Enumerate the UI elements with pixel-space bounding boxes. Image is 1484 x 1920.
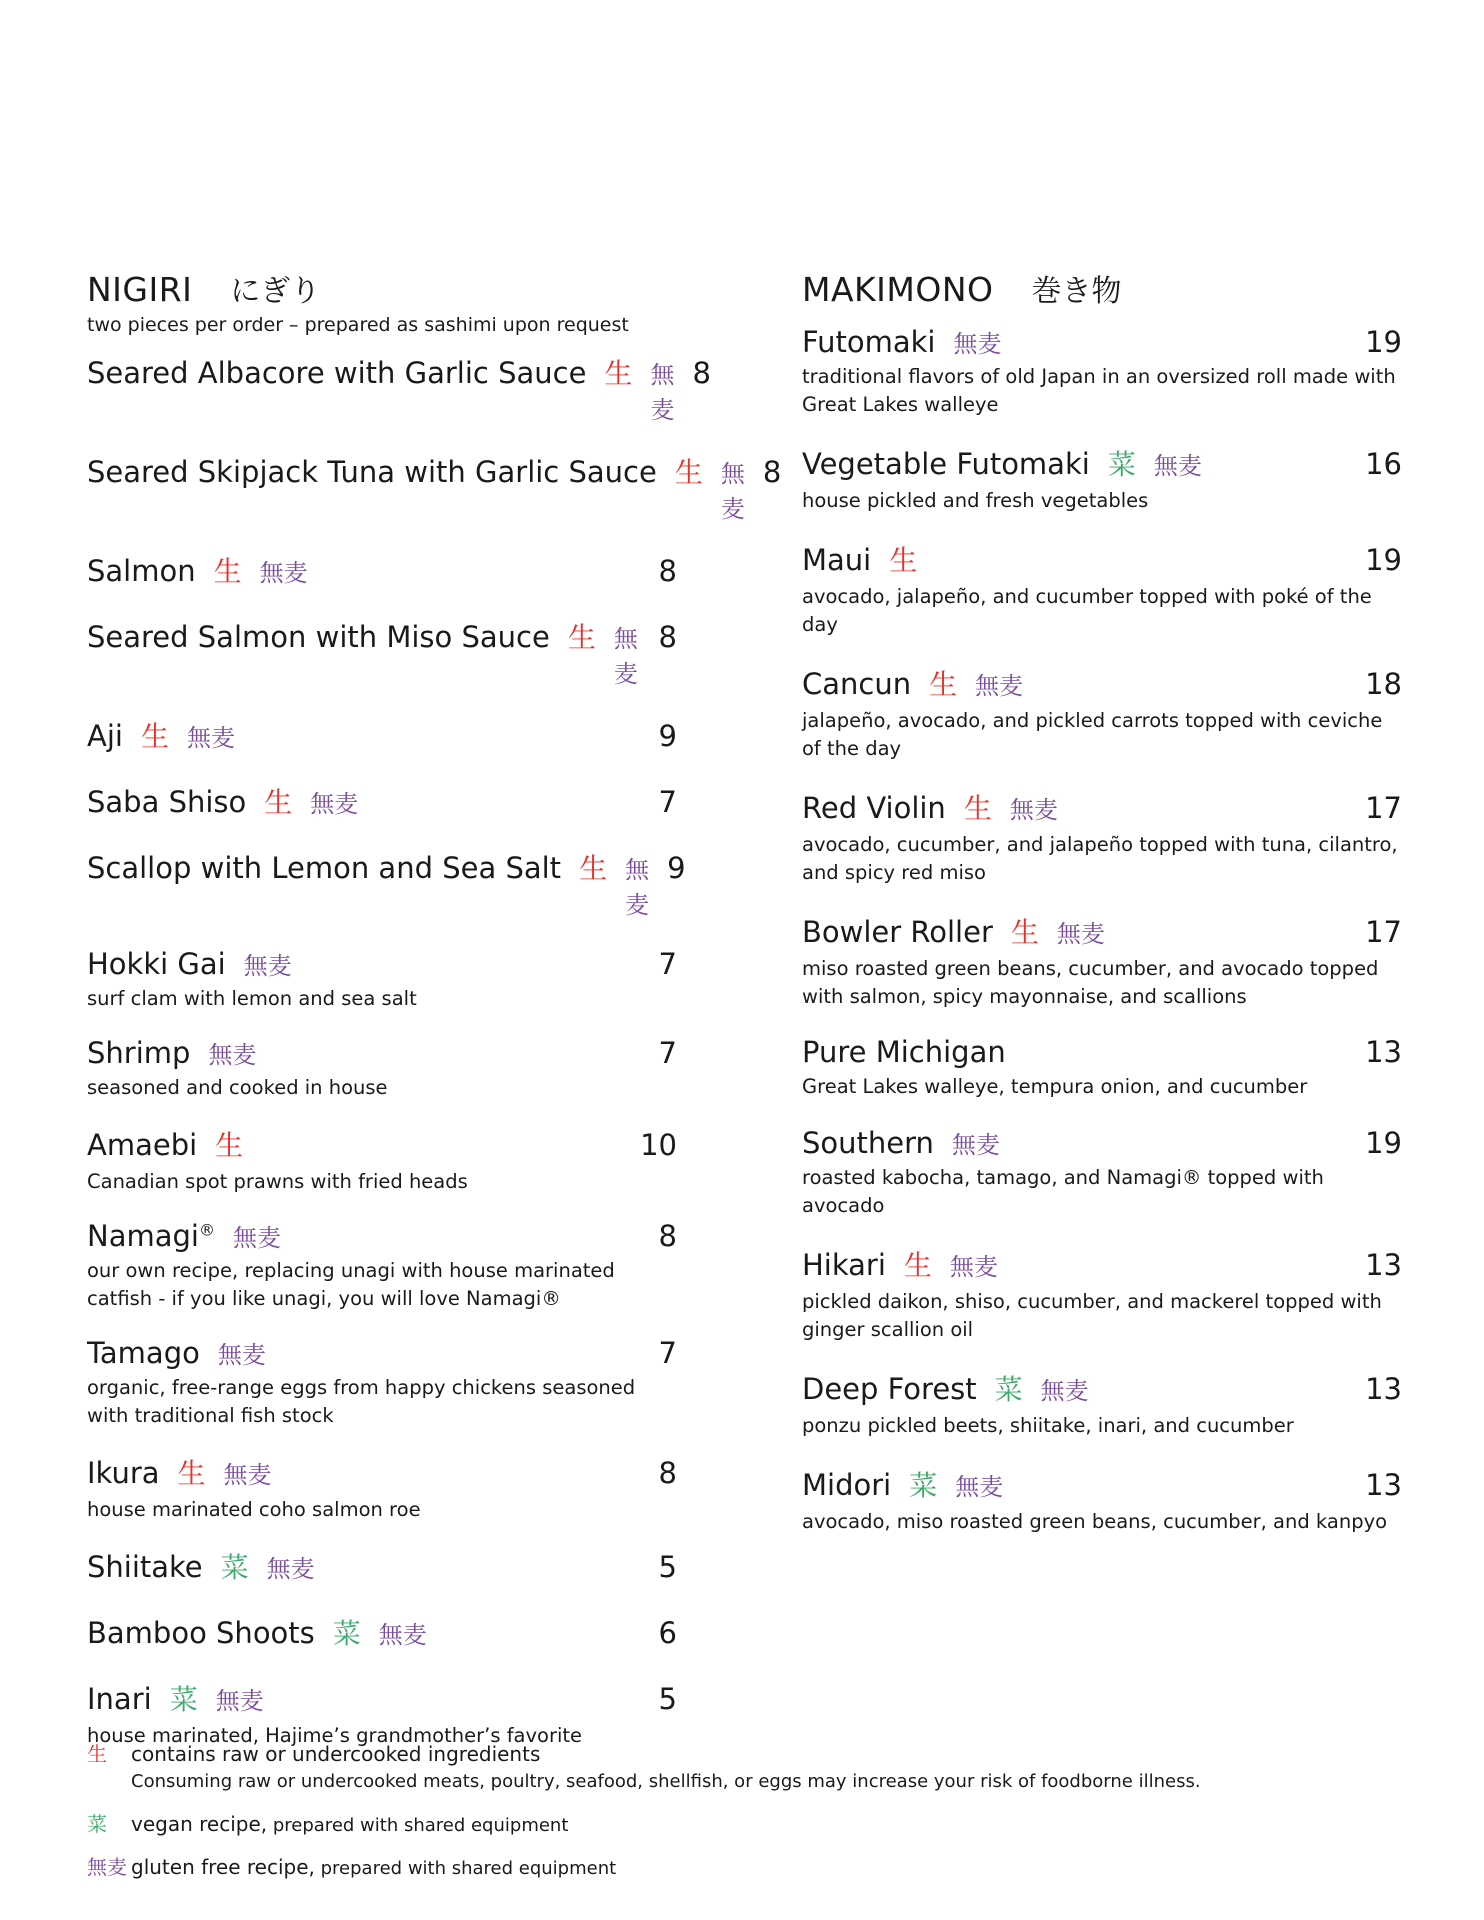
item-price: 9 xyxy=(667,851,686,885)
nigiri-item xyxy=(87,1218,677,1313)
nigiri-subtitle: two pieces per order – prepared as sashimi upon request xyxy=(87,314,629,336)
item-price: 5 xyxy=(658,1682,677,1716)
nigiri-item xyxy=(87,1452,677,1524)
item-name-text: Shiitake xyxy=(87,1550,203,1584)
item-name xyxy=(87,1682,152,1716)
item-name-text: Cancun xyxy=(802,667,912,701)
makimono-item xyxy=(802,1244,1402,1344)
item-icons xyxy=(953,324,1019,359)
gluten-free-icon: 無麦 xyxy=(186,724,235,752)
item-price: 18 xyxy=(1365,667,1402,701)
item-name xyxy=(87,1336,200,1370)
makimono-item-line xyxy=(802,1464,1402,1504)
item-name xyxy=(87,851,561,885)
item-name-text: Aji xyxy=(87,719,123,753)
item-name xyxy=(87,1128,197,1162)
nigiri-item-line xyxy=(87,451,782,524)
makimono-item xyxy=(802,1125,1402,1220)
makimono-item xyxy=(802,539,1402,639)
makimono-item-line xyxy=(802,539,1402,579)
gluten-free-icon: 無麦 xyxy=(1056,920,1105,948)
vegan-icon: 菜 xyxy=(87,1812,107,1836)
registered-mark: ® xyxy=(198,1220,215,1240)
item-icons xyxy=(233,1218,299,1253)
item-name xyxy=(802,1035,1006,1069)
gluten-free-icon: 無麦 xyxy=(625,856,650,919)
raw-icon: 生 xyxy=(177,1457,206,1490)
legend-raw-text: contains raw or undercooked ingredients xyxy=(131,1742,541,1766)
legend-gf-note: prepared with shared equipment xyxy=(314,1858,617,1879)
item-name xyxy=(87,719,123,753)
nigiri-item xyxy=(87,550,677,590)
item-description: house marinated coho salmon roe xyxy=(87,1498,421,1521)
nigiri-item-line xyxy=(87,781,677,821)
item-icons xyxy=(1108,443,1220,483)
nigiri-item xyxy=(87,781,677,821)
item-icons xyxy=(952,1125,1018,1160)
item-name xyxy=(802,1468,891,1502)
item-icons xyxy=(178,1452,290,1492)
item-description: jalapeño, avocado, and pickled carrots topped with ceviche of the day xyxy=(802,709,1383,760)
legend-raw xyxy=(87,1738,1387,1767)
item-name xyxy=(87,785,246,819)
raw-icon: 生 xyxy=(140,720,169,753)
item-icons xyxy=(909,1464,1021,1504)
item-icons xyxy=(244,946,310,981)
gluten-free-icon: 無麦 xyxy=(223,1461,272,1489)
item-price: 19 xyxy=(1365,325,1402,359)
item-name-text: Red Violin xyxy=(802,791,946,825)
makimono-item xyxy=(802,663,1402,763)
item-price: 9 xyxy=(658,719,677,753)
item-description: avocado, cucumber, and jalapeño topped with tuna, cilantro, and spicy red miso xyxy=(802,833,1398,884)
item-icons xyxy=(221,1546,333,1586)
item-name xyxy=(802,543,871,577)
item-name-text: Shrimp xyxy=(87,1036,191,1070)
item-name xyxy=(802,667,911,701)
item-price: 8 xyxy=(658,1456,677,1490)
makimono-title: MAKIMONO xyxy=(802,270,994,309)
raw-icon: 生 xyxy=(264,786,293,819)
item-price: 8 xyxy=(658,554,677,588)
item-price: 8 xyxy=(762,455,782,489)
nigiri-item xyxy=(87,715,677,755)
makimono-item xyxy=(802,443,1402,515)
raw-icon: 生 xyxy=(579,852,608,885)
legend-gf xyxy=(87,1851,1387,1880)
legend-vegan-note: prepared with shared equipment xyxy=(267,1815,569,1836)
raw-icon: 生 xyxy=(963,792,992,825)
item-name-text: Namagi xyxy=(87,1219,199,1253)
item-price: 13 xyxy=(1365,1468,1402,1502)
item-icons xyxy=(568,616,659,689)
item-name-text: Amaebi xyxy=(87,1128,198,1162)
item-icons xyxy=(675,451,763,524)
item-name xyxy=(87,455,657,489)
gluten-free-icon: 無麦 xyxy=(310,790,359,818)
item-name xyxy=(802,447,1090,481)
item-description: avocado, miso roasted green beans, cucumber, and kanpyo xyxy=(802,1510,1388,1533)
vegan-icon: 菜 xyxy=(994,1373,1023,1406)
item-price: 7 xyxy=(658,1036,677,1070)
item-name xyxy=(87,1036,190,1070)
item-name-text: Ikura xyxy=(87,1456,160,1490)
makimono-item-line xyxy=(802,1368,1402,1408)
gluten-free-icon: 無麦 xyxy=(949,1253,998,1281)
item-price: 5 xyxy=(658,1550,677,1584)
item-name-text: Futomaki xyxy=(802,325,936,359)
item-name xyxy=(87,947,226,981)
nigiri-item xyxy=(87,1335,677,1430)
item-price: 13 xyxy=(1365,1248,1402,1282)
nigiri-item-line xyxy=(87,1035,677,1070)
nigiri-item xyxy=(87,847,686,920)
legend-gf-label: gluten free recipe, xyxy=(131,1855,315,1879)
legend-vegan-label: vegan recipe, xyxy=(131,1812,268,1836)
item-name xyxy=(87,1550,203,1584)
nigiri-item xyxy=(87,352,711,425)
item-name-text: Pure Michigan xyxy=(802,1035,1006,1069)
legend-vegan-text xyxy=(131,1812,568,1836)
item-icons xyxy=(218,1335,284,1370)
raw-icon: 生 xyxy=(87,1742,107,1766)
raw-warning: Consuming raw or undercooked meats, poultry, seafood, shellfish, or eggs may increase your risk of foodborne illness. xyxy=(131,1771,1201,1792)
item-icons xyxy=(264,781,376,821)
item-description: avocado, jalapeño, and cucumber topped with poké of the day xyxy=(802,585,1372,636)
item-icons xyxy=(1011,911,1123,951)
nigiri-item xyxy=(87,946,677,1013)
item-name-text: Saba Shiso xyxy=(87,785,247,819)
nigiri-item-line xyxy=(87,1218,677,1253)
item-description: ponzu pickled beets, shiitake, inari, and cucumber xyxy=(802,1414,1294,1437)
item-icons xyxy=(604,352,692,425)
item-name-text: Scallop with Lemon and Sea Salt xyxy=(87,851,562,885)
item-name-text: Seared Salmon with Miso Sauce xyxy=(87,620,550,654)
item-name xyxy=(87,554,196,588)
item-price: 19 xyxy=(1365,1126,1402,1160)
item-name xyxy=(802,1372,977,1406)
item-icons xyxy=(579,847,667,920)
item-icons xyxy=(889,539,935,579)
item-name-text: Hokki Gai xyxy=(87,947,226,981)
item-name xyxy=(802,325,935,359)
gluten-free-icon: 無麦 xyxy=(975,672,1024,700)
legend-gf-text xyxy=(131,1855,616,1879)
makimono-item xyxy=(802,911,1402,1011)
gluten-free-icon: 無麦 xyxy=(87,1855,127,1879)
nigiri-item xyxy=(87,1124,677,1196)
makimono-item-line xyxy=(802,1244,1402,1284)
vegan-icon: 菜 xyxy=(1107,448,1136,481)
item-name-text: Bamboo Shoots xyxy=(87,1616,315,1650)
gluten-free-icon: 無麦 xyxy=(1153,452,1202,480)
item-price: 17 xyxy=(1365,791,1402,825)
gluten-free-icon: 無麦 xyxy=(1009,796,1058,824)
item-name-text: Inari xyxy=(87,1682,152,1716)
nigiri-item-line xyxy=(87,1124,677,1164)
item-description: Canadian spot prawns with fried heads xyxy=(87,1170,468,1193)
item-price: 8 xyxy=(658,620,677,654)
legend-vegan xyxy=(87,1808,1387,1837)
gluten-free-icon: 無麦 xyxy=(378,1621,427,1649)
nigiri-item-line xyxy=(87,1612,677,1652)
legend xyxy=(87,1738,1387,1894)
item-name xyxy=(87,1456,160,1490)
gluten-free-icon: 無麦 xyxy=(955,1473,1004,1501)
item-name-text: Seared Skipjack Tuna with Garlic Sauce xyxy=(87,455,657,489)
makimono-title-jp: 巻き物 xyxy=(1031,274,1122,309)
gluten-free-icon: 無麦 xyxy=(266,1555,315,1583)
item-name-text: Salmon xyxy=(87,554,196,588)
item-icons xyxy=(141,715,253,755)
item-price: 7 xyxy=(658,947,677,981)
makimono-header xyxy=(802,266,1402,308)
item-price: 16 xyxy=(1365,447,1402,481)
item-price: 6 xyxy=(658,1616,677,1650)
item-description: house marinated, Hajime’s grandmother’s favorite xyxy=(87,1724,583,1747)
item-description: house pickled and fresh vegetables xyxy=(802,489,1149,512)
nigiri-item xyxy=(87,616,677,689)
item-name-text: Hikari xyxy=(802,1248,886,1282)
raw-icon: 生 xyxy=(215,1129,244,1162)
nigiri-item-line xyxy=(87,1452,677,1492)
gluten-free-icon: 無麦 xyxy=(217,1341,266,1369)
nigiri-item-line xyxy=(87,1335,677,1370)
raw-icon: 生 xyxy=(903,1249,932,1282)
makimono-item-line xyxy=(802,663,1402,703)
nigiri-item xyxy=(87,1035,677,1102)
makimono-item-line xyxy=(802,1035,1402,1069)
item-name-text: Bowler Roller xyxy=(802,915,993,949)
item-icons xyxy=(333,1612,445,1652)
item-icons xyxy=(995,1368,1107,1408)
makimono-item-line xyxy=(802,911,1402,951)
raw-icon: 生 xyxy=(929,668,958,701)
vegan-icon: 菜 xyxy=(169,1683,198,1716)
vegan-icon: 菜 xyxy=(220,1551,249,1584)
nigiri-title: NIGIRI xyxy=(87,270,193,309)
item-name xyxy=(87,620,550,654)
makimono-section xyxy=(802,266,1402,1560)
item-icons xyxy=(215,1124,261,1164)
nigiri-item-line xyxy=(87,946,677,981)
item-name xyxy=(802,791,946,825)
gluten-free-icon: 無麦 xyxy=(208,1041,257,1069)
raw-icon: 生 xyxy=(213,555,242,588)
item-icons xyxy=(964,787,1076,827)
nigiri-title-jp: にぎり xyxy=(230,274,321,309)
nigiri-section xyxy=(87,266,782,1772)
item-name-text: Midori xyxy=(802,1468,892,1502)
item-name xyxy=(802,915,993,949)
item-description: our own recipe, replacing unagi with house marinated catfish - if you like unagi, you will love Namagi® xyxy=(87,1259,615,1310)
vegan-icon: 菜 xyxy=(909,1469,938,1502)
nigiri-item-line xyxy=(87,1678,677,1718)
vegan-icon: 菜 xyxy=(332,1617,361,1650)
nigiri-item xyxy=(87,451,782,524)
item-icons xyxy=(904,1244,1016,1284)
item-name-text: Tamago xyxy=(87,1336,200,1370)
item-description: traditional flavors of old Japan in an oversized roll made with Great Lakes walleye xyxy=(802,365,1396,416)
raw-icon: 生 xyxy=(567,621,596,654)
makimono-item xyxy=(802,1368,1402,1440)
item-description: pickled daikon, shiso, cucumber, and mackerel topped with ginger scallion oil xyxy=(802,1290,1382,1341)
makimono-item-line xyxy=(802,443,1402,483)
nigiri-header xyxy=(87,266,677,308)
item-icons xyxy=(208,1035,274,1070)
raw-icon: 生 xyxy=(604,357,633,390)
item-icons xyxy=(170,1678,282,1718)
makimono-item-line xyxy=(802,1125,1402,1160)
nigiri-item-list xyxy=(87,352,782,1750)
item-price: 17 xyxy=(1365,915,1402,949)
item-description: miso roasted green beans, cucumber, and avocado topped with salmon, spicy mayonnaise, and scallions xyxy=(802,957,1379,1008)
item-description: Great Lakes walleye, tempura onion, and cucumber xyxy=(802,1075,1308,1098)
item-price: 8 xyxy=(658,1219,677,1253)
item-description: roasted kabocha, tamago, and Namagi® topped with avocado xyxy=(802,1166,1324,1217)
gluten-free-icon: 無麦 xyxy=(259,559,308,587)
gluten-free-icon: 無麦 xyxy=(953,330,1002,358)
item-name xyxy=(87,356,586,390)
nigiri-item-line xyxy=(87,352,711,425)
makimono-item-list xyxy=(802,324,1402,1536)
makimono-item xyxy=(802,324,1402,419)
item-price: 19 xyxy=(1365,543,1402,577)
nigiri-item xyxy=(87,1612,677,1652)
item-description: seasoned and cooked in house xyxy=(87,1076,388,1099)
item-price: 10 xyxy=(640,1128,677,1162)
nigiri-item-line xyxy=(87,550,677,590)
nigiri-item-line xyxy=(87,715,677,755)
item-name xyxy=(87,1616,315,1650)
gluten-free-icon: 無麦 xyxy=(720,460,745,523)
item-description: organic, free-range eggs from happy chickens seasoned with traditional fish stock xyxy=(87,1376,636,1427)
makimono-item xyxy=(802,787,1402,887)
makimono-item xyxy=(802,1035,1402,1101)
item-name xyxy=(87,1219,215,1253)
item-description: surf clam with lemon and sea salt xyxy=(87,987,417,1010)
item-icons xyxy=(214,550,326,590)
item-name-text: Seared Albacore with Garlic Sauce xyxy=(87,356,587,390)
item-name-text: Southern xyxy=(802,1126,934,1160)
raw-icon: 生 xyxy=(674,456,703,489)
item-price: 7 xyxy=(658,785,677,819)
makimono-item-line xyxy=(802,324,1402,359)
nigiri-item-line xyxy=(87,847,686,920)
item-name xyxy=(802,1126,934,1160)
item-name-text: Vegetable Futomaki xyxy=(802,447,1090,481)
gluten-free-icon: 無麦 xyxy=(243,952,292,980)
makimono-item xyxy=(802,1464,1402,1536)
nigiri-item-line xyxy=(87,1546,677,1586)
item-name-text: Maui xyxy=(802,543,872,577)
nigiri-item xyxy=(87,1546,677,1586)
item-price: 13 xyxy=(1365,1035,1402,1069)
item-name xyxy=(802,1248,886,1282)
nigiri-item-line xyxy=(87,616,677,689)
gluten-free-icon: 無麦 xyxy=(1040,1377,1089,1405)
gluten-free-icon: 無麦 xyxy=(650,361,675,424)
raw-icon: 生 xyxy=(889,544,918,577)
gluten-free-icon: 無麦 xyxy=(613,625,638,688)
gluten-free-icon: 無麦 xyxy=(232,1224,281,1252)
gluten-free-icon: 無麦 xyxy=(215,1687,264,1715)
raw-icon: 生 xyxy=(1010,916,1039,949)
gluten-free-icon: 無麦 xyxy=(951,1131,1000,1159)
item-name-text: Deep Forest xyxy=(802,1372,977,1406)
item-price: 13 xyxy=(1365,1372,1402,1406)
makimono-item-line xyxy=(802,787,1402,827)
item-icons xyxy=(929,663,1041,703)
item-price: 8 xyxy=(692,356,711,390)
item-price: 7 xyxy=(658,1336,677,1370)
